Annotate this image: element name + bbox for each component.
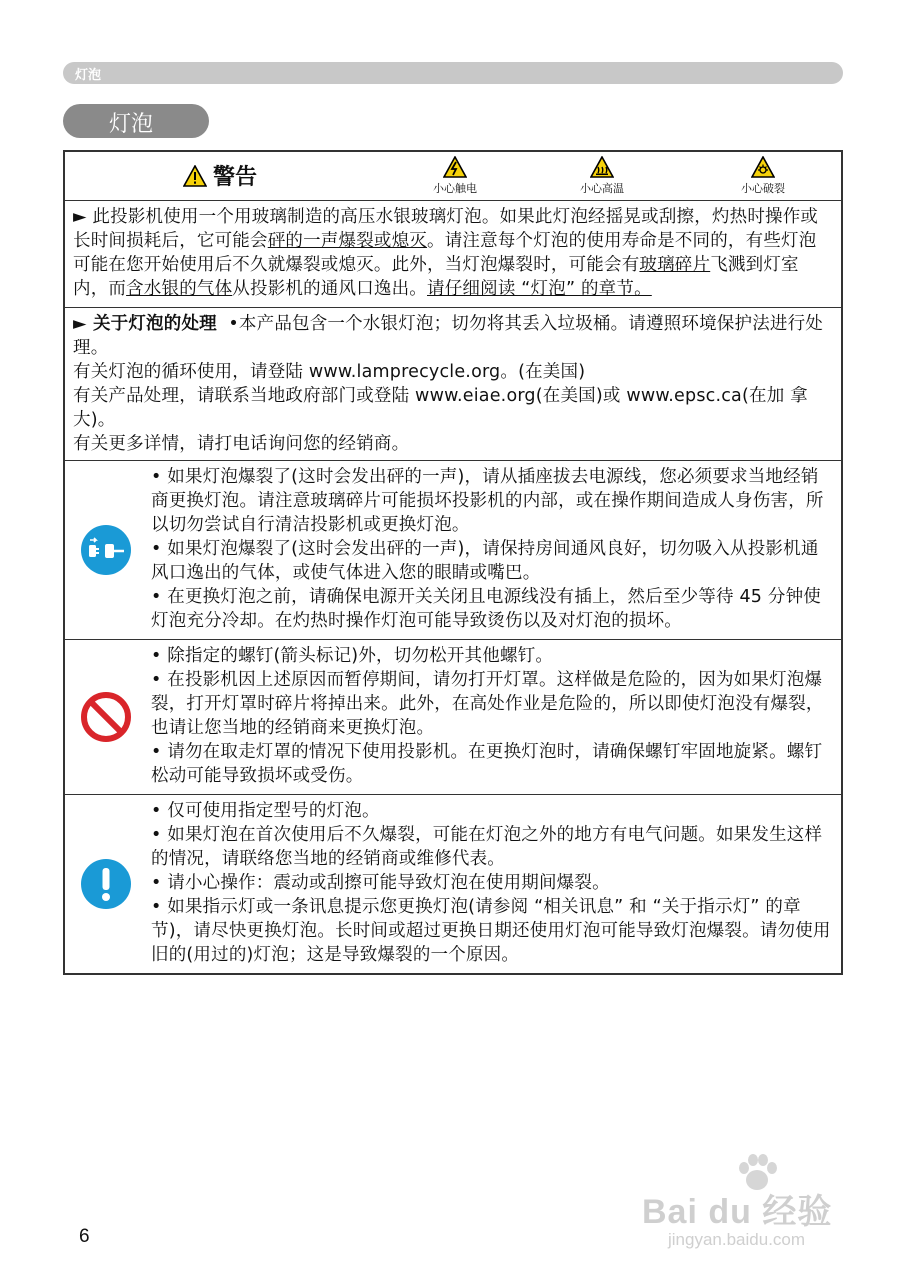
warning-header-row xyxy=(65,152,841,200)
list-item: • 请小心操作：震动或刮擦可能导致灯泡在使用期间爆裂。 xyxy=(151,873,610,893)
hazard-label: 小心破裂 xyxy=(741,182,785,195)
prohibited-icon xyxy=(79,690,133,744)
main-text: 。请注意每个灯泡的使用寿命是不同的，有些灯泡可能在您开始使用后不久就爆裂或熄灭。此外，当灯泡爆裂时，可能会有 xyxy=(73,231,817,275)
underlined-text: 玻璃碎片 xyxy=(639,255,711,275)
hazard-high-temperature xyxy=(567,156,637,196)
underlined-text: 砰的一声爆裂或熄灭 xyxy=(267,231,428,251)
electric-shock-icon xyxy=(443,156,467,178)
icon-cell xyxy=(65,461,147,639)
underlined-text: 请仔细阅读 “灯泡” 的章节。 xyxy=(427,279,652,299)
disposal-line: •本产品包含一个水银灯泡；切勿将其丢入垃圾桶。请遵照环境保护法进行处理。 xyxy=(73,314,824,358)
list-item: • 在更换灯泡之前，请确保电源开关关闭且电源线没有插上，然后至少等待 45 分钟使灯泡充分冷却。在灼热时操作灯泡可能导致烫伤以及对灯泡的损坏。 xyxy=(151,587,821,631)
icon-cell xyxy=(65,795,147,973)
main-text: 从投影机的通风口逸出。 xyxy=(232,279,428,299)
unplug-warning-text xyxy=(147,461,841,639)
main-text: ► 此投影机使用一个用玻璃制造的高压水银玻璃灯泡。如果此灯泡经摇晃或刮擦，灼热时操作或长时间损耗后，它可能会 xyxy=(73,207,819,251)
warning-title-text: 警告 xyxy=(213,165,258,190)
hazard-electric-shock xyxy=(420,156,490,196)
list-item: • 如果灯泡爆裂了(这时会发出砰的一声)，请从插座拔去电源线，您必须要求当地经销商更换灯泡。请注意玻璃碎片可能损坏投影机的内部，或在操作期间造成人身伤害，所以切勿尝试自行清洁投影机或更换灯泡。 xyxy=(151,467,824,535)
prohibition-block xyxy=(65,639,841,794)
disposal-line: 有关产品处理，请联系当地政府部门或登陆 www.eiae.org(在美国)或 www.epsc.ca(在加 拿大)。 xyxy=(73,386,808,430)
warning-table xyxy=(63,150,843,975)
underlined-text: 含水银的气体 xyxy=(126,279,233,299)
header-bar xyxy=(63,62,843,84)
disposal-section xyxy=(65,307,841,460)
unplug-icon xyxy=(80,524,132,576)
list-item: • 如果指示灯或一条讯息提示您更换灯泡(请参阅 “相关讯息” 和 “关于指示灯” 的章节)，请尽快更换灯泡。长时间或超过更换日期还使用灯泡可能导致灯泡爆裂。请勿使用旧的(用过的)灯泡；这是导致爆裂的一个原因。 xyxy=(151,897,831,965)
disposal-line: 有关更多详情，请打电话询问您的经销商。 xyxy=(73,434,410,454)
exclamation-icon xyxy=(80,858,132,910)
list-item: • 请勿在取走灯罩的情况下使用投影机。在更换灯泡时，请确保螺钉牢固地旋紧。螺钉松动可能导致损坏或受伤。 xyxy=(151,742,823,786)
baidu-watermark xyxy=(640,1150,860,1260)
page-number: 6 xyxy=(79,1226,90,1247)
main-warning-paragraph xyxy=(65,200,841,307)
watermark-url: jingyan.baidu.com xyxy=(668,1230,806,1249)
list-item: • 仅可使用指定型号的灯泡。 xyxy=(151,801,380,821)
section-title-pill xyxy=(63,104,209,138)
disposal-line: 有关灯泡的循环使用，请登陆 www.lamprecycle.org。(在美国) xyxy=(73,362,586,382)
hazard-label: 小心触电 xyxy=(433,182,477,195)
list-item: • 如果灯泡在首次使用后不久爆裂，可能在灯泡之外的地方有电气问题。如果发生这样的情况，请联络您当地的经销商或维修代表。 xyxy=(151,825,823,869)
icon-cell xyxy=(65,640,147,794)
warning-title xyxy=(183,160,257,191)
disposal-title: ► 关于灯泡的处理 xyxy=(73,314,217,334)
watermark-brand: Bai du 经验 xyxy=(642,1193,833,1231)
warning-triangle-icon xyxy=(183,165,207,187)
caution-block xyxy=(65,794,841,973)
list-item: • 除指定的螺钉(箭头标记)外，切勿松开其他螺钉。 xyxy=(151,646,554,666)
caution-text xyxy=(147,795,841,973)
hazard-label: 小心高温 xyxy=(580,182,624,195)
high-temperature-icon xyxy=(590,156,614,178)
section-title: 灯泡 xyxy=(109,112,154,137)
list-item: • 在投影机因上述原因而暂停期间，请勿打开灯罩。这样做是危险的，因为如果灯泡爆裂，打开灯罩时碎片将掉出来。此外，在高处作业是危险的，所以即使灯泡没有爆裂，也请让您当地的经销商来更换灯泡。 xyxy=(151,670,824,738)
hazard-burst xyxy=(728,156,798,196)
burst-icon xyxy=(751,156,775,178)
unplug-warning-block xyxy=(65,460,841,639)
list-item: • 如果灯泡爆裂了(这时会发出砰的一声)，请保持房间通风良好，切勿吸入从投影机通风口逸出的气体，或使气体进入您的眼睛或嘴巴。 xyxy=(151,539,819,583)
main-text: 飞溅到灯室内，而 xyxy=(73,255,799,299)
prohibition-text xyxy=(147,640,841,794)
header-label: 灯泡 xyxy=(75,68,102,83)
